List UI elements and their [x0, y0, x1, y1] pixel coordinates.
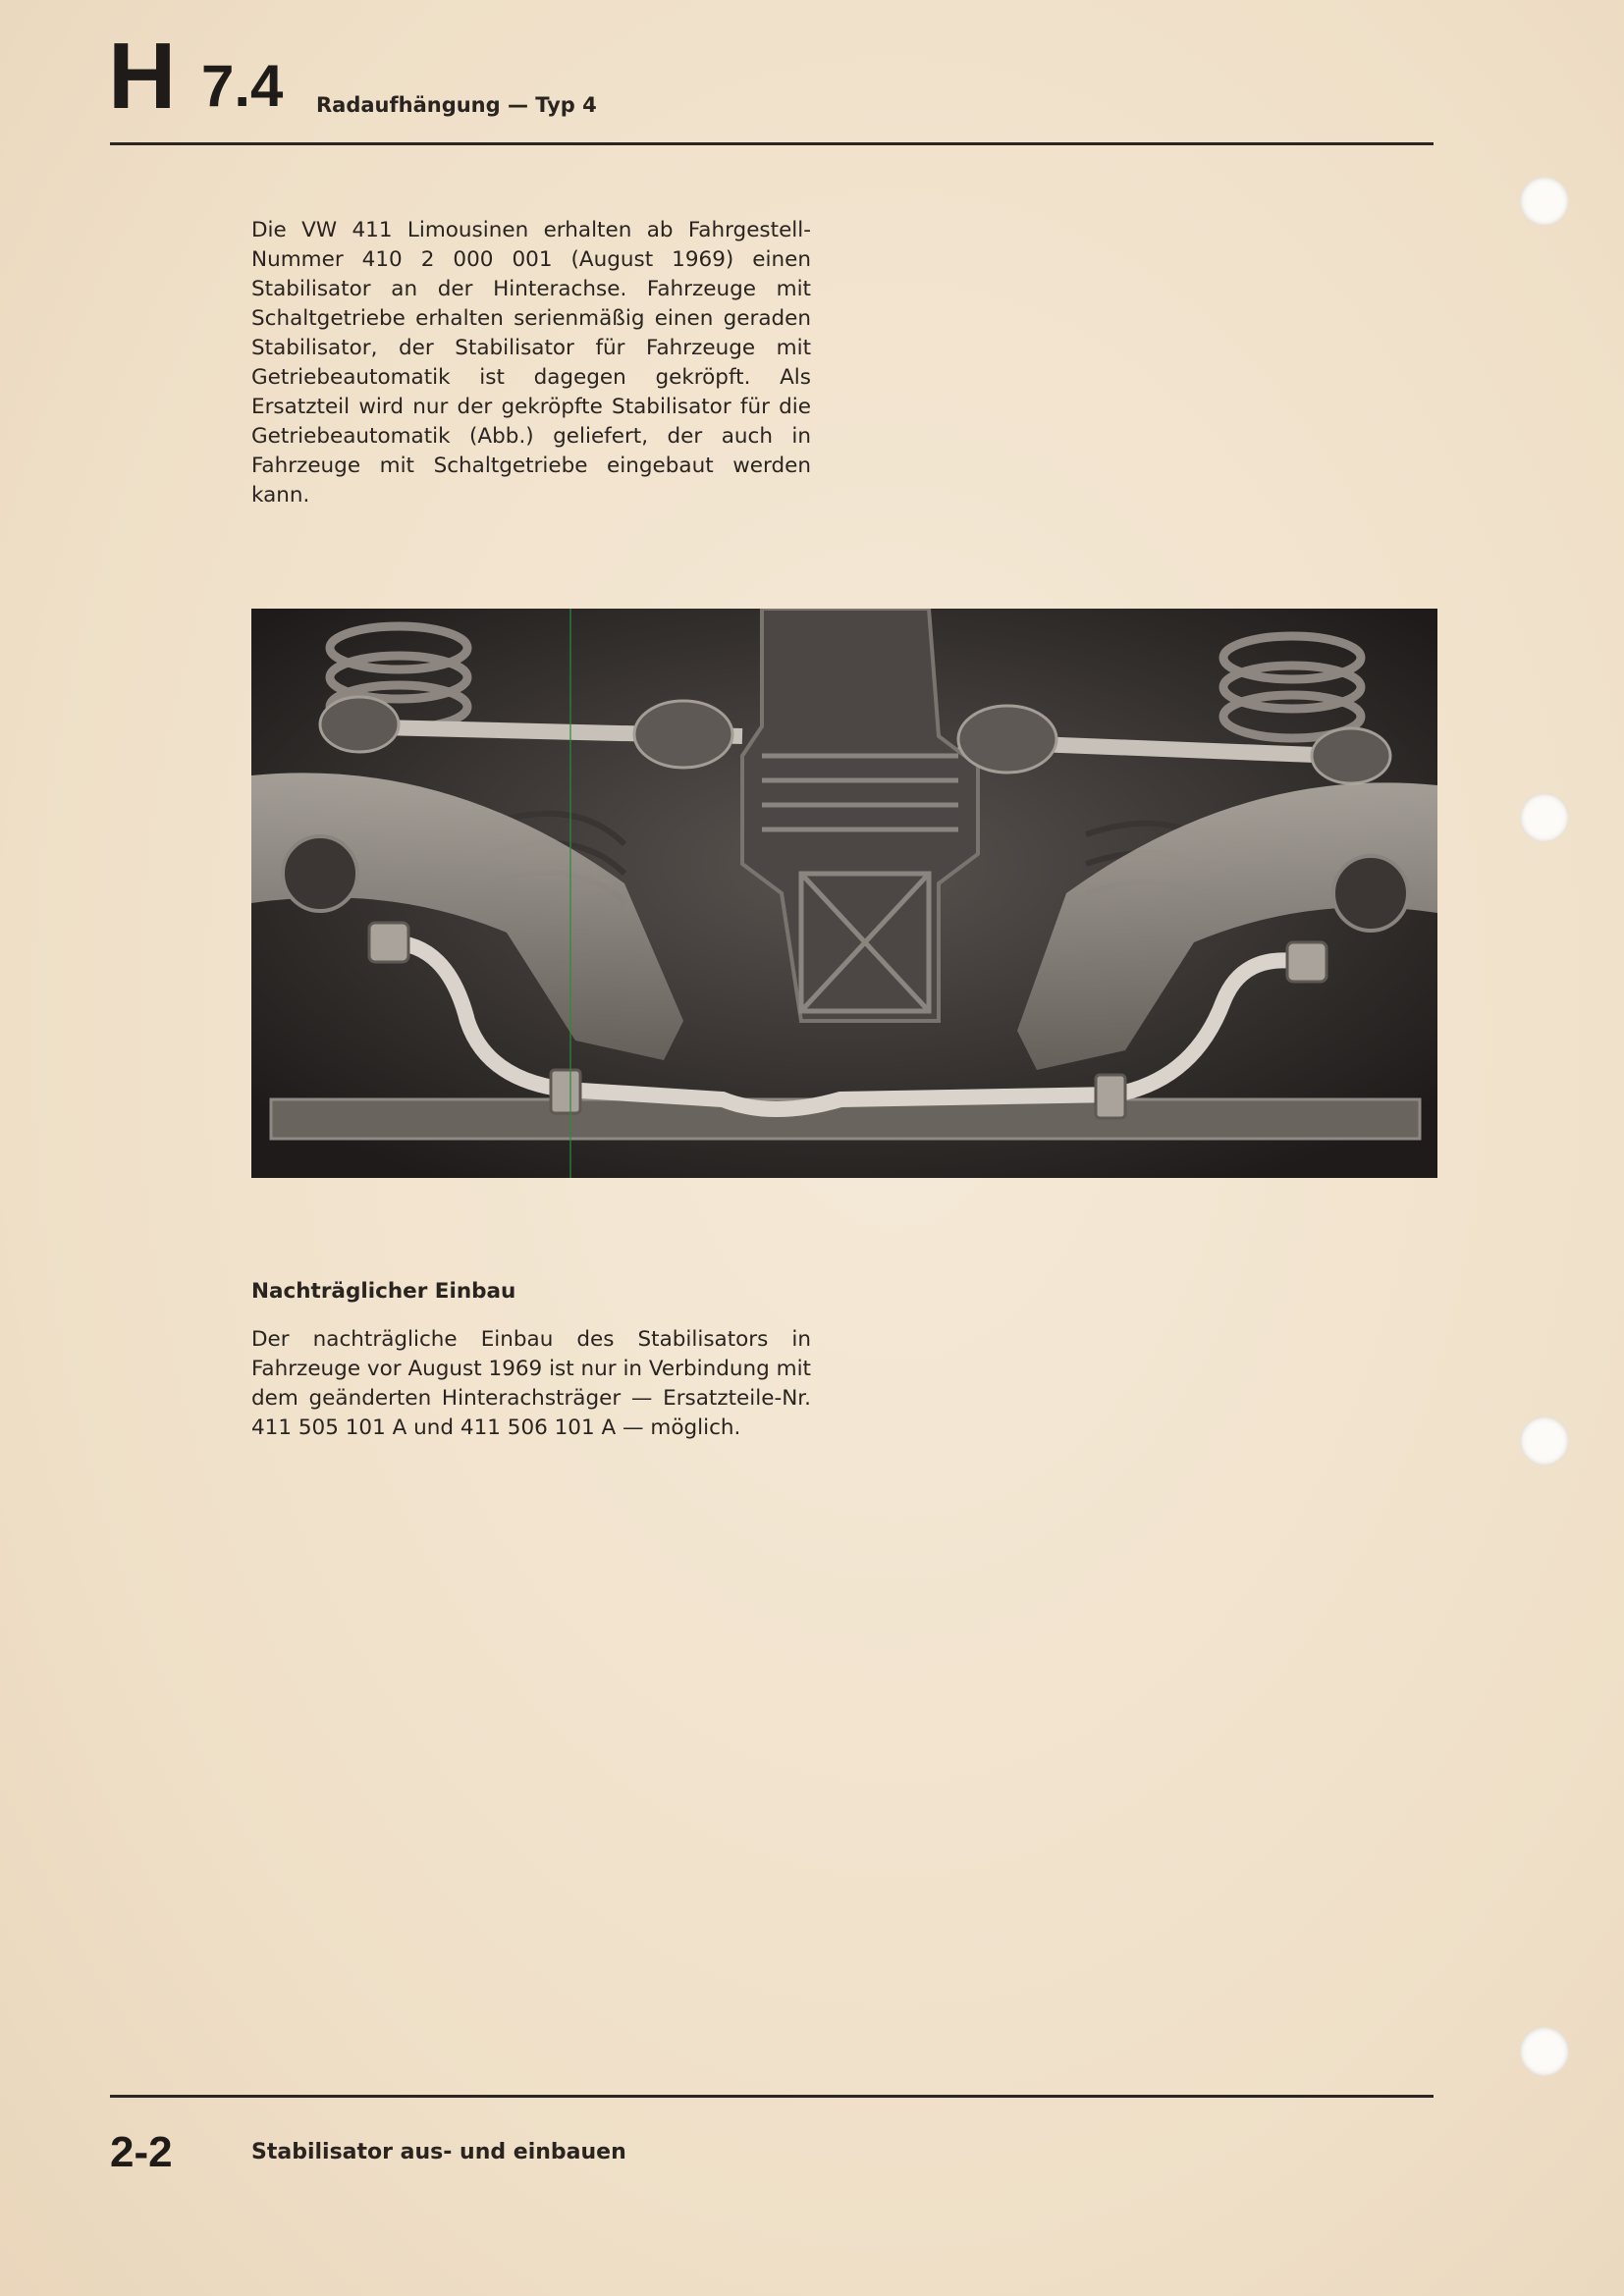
intro-paragraph: Die VW 411 Limousinen erhalten ab Fahrgestell-Nummer 410 2 000 001 (August 1969) einen Stabilisator an der Hinterachse. Fahrzeuge mit Schaltgetriebe erhalten serienmäßig einen geraden Stabilisator, der Stabilisator für Fahrzeuge mit Getriebeautomatik ist dagegen gekröpft. Als Ersatzteil wird nur der gekröpfte Stabilisator für die Getriebeautomatik (Abb.) geliefert, der auch in Fahrzeuge mit Schaltgetriebe eingebaut werden kann.	[251, 218, 811, 507]
section-title: Radaufhängung — Typ 4	[316, 93, 597, 117]
section-letter: H	[108, 24, 177, 129]
punch-hole	[1520, 177, 1569, 226]
footer-title: Stabilisator aus- und einbauen	[251, 2140, 626, 2164]
punch-hole	[1520, 2027, 1569, 2076]
rear-axle-stabilizer-photo	[251, 609, 1437, 1178]
footer-rule	[110, 2095, 1434, 2098]
page-number: 2-2	[110, 2128, 173, 2176]
punch-hole	[1520, 793, 1569, 842]
header-rule	[110, 142, 1434, 145]
section-heading: Nachträglicher Einbau	[251, 1279, 516, 1304]
section-paragraph: Der nachträgliche Einbau des Stabilisators in Fahrzeuge vor August 1969 ist nur in Verbindung mit dem geänderten Hinterachsträger — Ersatzteile-Nr. 411 505 101 A und 411 506 101 A — möglich.	[251, 1327, 811, 1440]
section-number: 7.4	[201, 53, 284, 119]
punch-hole	[1520, 1416, 1569, 1466]
